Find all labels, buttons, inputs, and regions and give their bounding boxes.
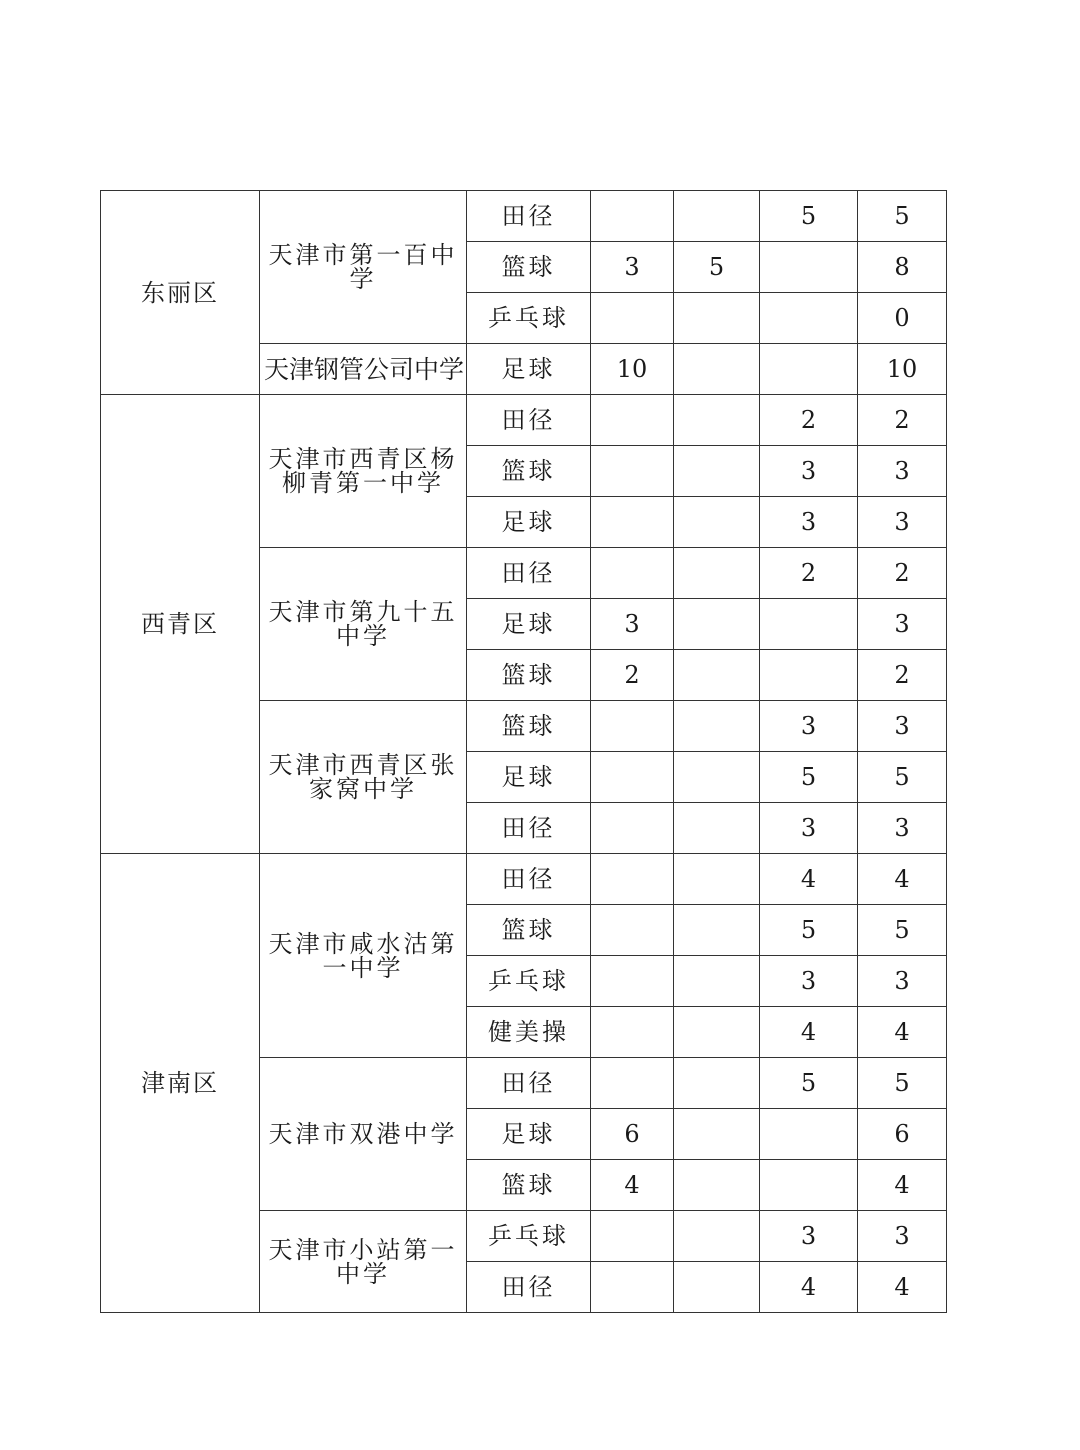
value-cell-a [591,752,674,803]
value-cell-a [591,191,674,242]
total-cell: 4 [858,1007,947,1058]
sport-cell: 健美操 [467,1007,591,1058]
total-cell: 4 [858,1160,947,1211]
value-cell-c: 4 [760,854,858,905]
value-cell-b [674,344,760,395]
value-cell-b [674,854,760,905]
district-cell: 西青区 [101,395,260,854]
school-cell: 天津市第九十五中学 [260,548,467,701]
school-cell: 天津市双港中学 [260,1058,467,1211]
value-cell-c: 4 [760,1262,858,1313]
total-cell: 3 [858,1211,947,1262]
value-cell-b [674,1109,760,1160]
sport-cell: 乒乓球 [467,956,591,1007]
school-cell: 天津市小站第一中学 [260,1211,467,1313]
value-cell-b [674,752,760,803]
total-cell: 2 [858,395,947,446]
enrollment-table [100,190,947,1313]
value-cell-a: 2 [591,650,674,701]
sport-cell: 田径 [467,191,591,242]
value-cell-c [760,242,858,293]
sport-cell: 篮球 [467,650,591,701]
school-cell: 天津市咸水沽第一中学 [260,854,467,1058]
school-cell: 天津市第一百中学 [260,191,467,344]
value-cell-c [760,1160,858,1211]
value-cell-c [760,599,858,650]
table-row [101,191,947,242]
total-cell: 2 [858,650,947,701]
total-cell: 2 [858,548,947,599]
total-cell: 5 [858,1058,947,1109]
total-cell: 3 [858,497,947,548]
value-cell-b [674,701,760,752]
value-cell-c: 3 [760,956,858,1007]
value-cell-b [674,650,760,701]
school-cell: 天津钢管公司中学 [260,344,467,395]
value-cell-a [591,497,674,548]
table-row [101,854,947,905]
value-cell-b [674,956,760,1007]
sport-cell: 足球 [467,599,591,650]
sport-cell: 田径 [467,1058,591,1109]
value-cell-a [591,548,674,599]
value-cell-a [591,446,674,497]
value-cell-c: 5 [760,752,858,803]
value-cell-a [591,395,674,446]
value-cell-c [760,344,858,395]
value-cell-a [591,701,674,752]
value-cell-c [760,650,858,701]
value-cell-c: 5 [760,905,858,956]
sport-cell: 田径 [467,1262,591,1313]
sport-cell: 篮球 [467,701,591,752]
sport-cell: 足球 [467,344,591,395]
total-cell: 4 [858,1262,947,1313]
sport-cell: 乒乓球 [467,293,591,344]
value-cell-b [674,1211,760,1262]
value-cell-b [674,905,760,956]
table-row [101,395,947,446]
total-cell: 3 [858,803,947,854]
sport-cell: 足球 [467,752,591,803]
value-cell-c: 3 [760,803,858,854]
total-cell: 6 [858,1109,947,1160]
sport-cell: 足球 [467,497,591,548]
value-cell-b [674,1007,760,1058]
value-cell-c: 3 [760,1211,858,1262]
total-cell: 3 [858,446,947,497]
value-cell-b [674,548,760,599]
sport-cell: 田径 [467,854,591,905]
value-cell-a: 6 [591,1109,674,1160]
district-cell: 津南区 [101,854,260,1313]
value-cell-b [674,1160,760,1211]
total-cell: 3 [858,956,947,1007]
value-cell-c: 5 [760,1058,858,1109]
value-cell-a [591,1058,674,1109]
value-cell-b [674,599,760,650]
school-cell: 天津市西青区杨柳青第一中学 [260,395,467,548]
value-cell-a: 3 [591,599,674,650]
value-cell-a [591,956,674,1007]
value-cell-b [674,191,760,242]
total-cell: 5 [858,191,947,242]
total-cell: 3 [858,599,947,650]
total-cell: 10 [858,344,947,395]
value-cell-c: 3 [760,446,858,497]
value-cell-b [674,395,760,446]
value-cell-b [674,1262,760,1313]
value-cell-a [591,293,674,344]
value-cell-b: 5 [674,242,760,293]
value-cell-a [591,905,674,956]
total-cell: 5 [858,752,947,803]
value-cell-a [591,1007,674,1058]
value-cell-b [674,803,760,854]
school-cell: 天津市西青区张家窝中学 [260,701,467,854]
value-cell-b [674,446,760,497]
sport-cell: 田径 [467,548,591,599]
total-cell: 0 [858,293,947,344]
value-cell-c [760,1109,858,1160]
value-cell-c: 3 [760,701,858,752]
sport-cell: 篮球 [467,1160,591,1211]
value-cell-b [674,1058,760,1109]
value-cell-a [591,854,674,905]
district-cell: 东丽区 [101,191,260,395]
sport-cell: 篮球 [467,905,591,956]
value-cell-a [591,803,674,854]
total-cell: 5 [858,905,947,956]
value-cell-c: 2 [760,548,858,599]
value-cell-a [591,1211,674,1262]
sport-cell: 足球 [467,1109,591,1160]
total-cell: 8 [858,242,947,293]
value-cell-c: 4 [760,1007,858,1058]
value-cell-a: 10 [591,344,674,395]
sport-cell: 田径 [467,395,591,446]
sport-cell: 乒乓球 [467,1211,591,1262]
value-cell-a: 3 [591,242,674,293]
sport-cell: 田径 [467,803,591,854]
value-cell-a [591,1262,674,1313]
total-cell: 4 [858,854,947,905]
value-cell-c: 3 [760,497,858,548]
sport-cell: 篮球 [467,446,591,497]
value-cell-a: 4 [591,1160,674,1211]
value-cell-b [674,497,760,548]
value-cell-c [760,293,858,344]
sport-cell: 篮球 [467,242,591,293]
total-cell: 3 [858,701,947,752]
value-cell-c: 5 [760,191,858,242]
value-cell-b [674,293,760,344]
value-cell-c: 2 [760,395,858,446]
